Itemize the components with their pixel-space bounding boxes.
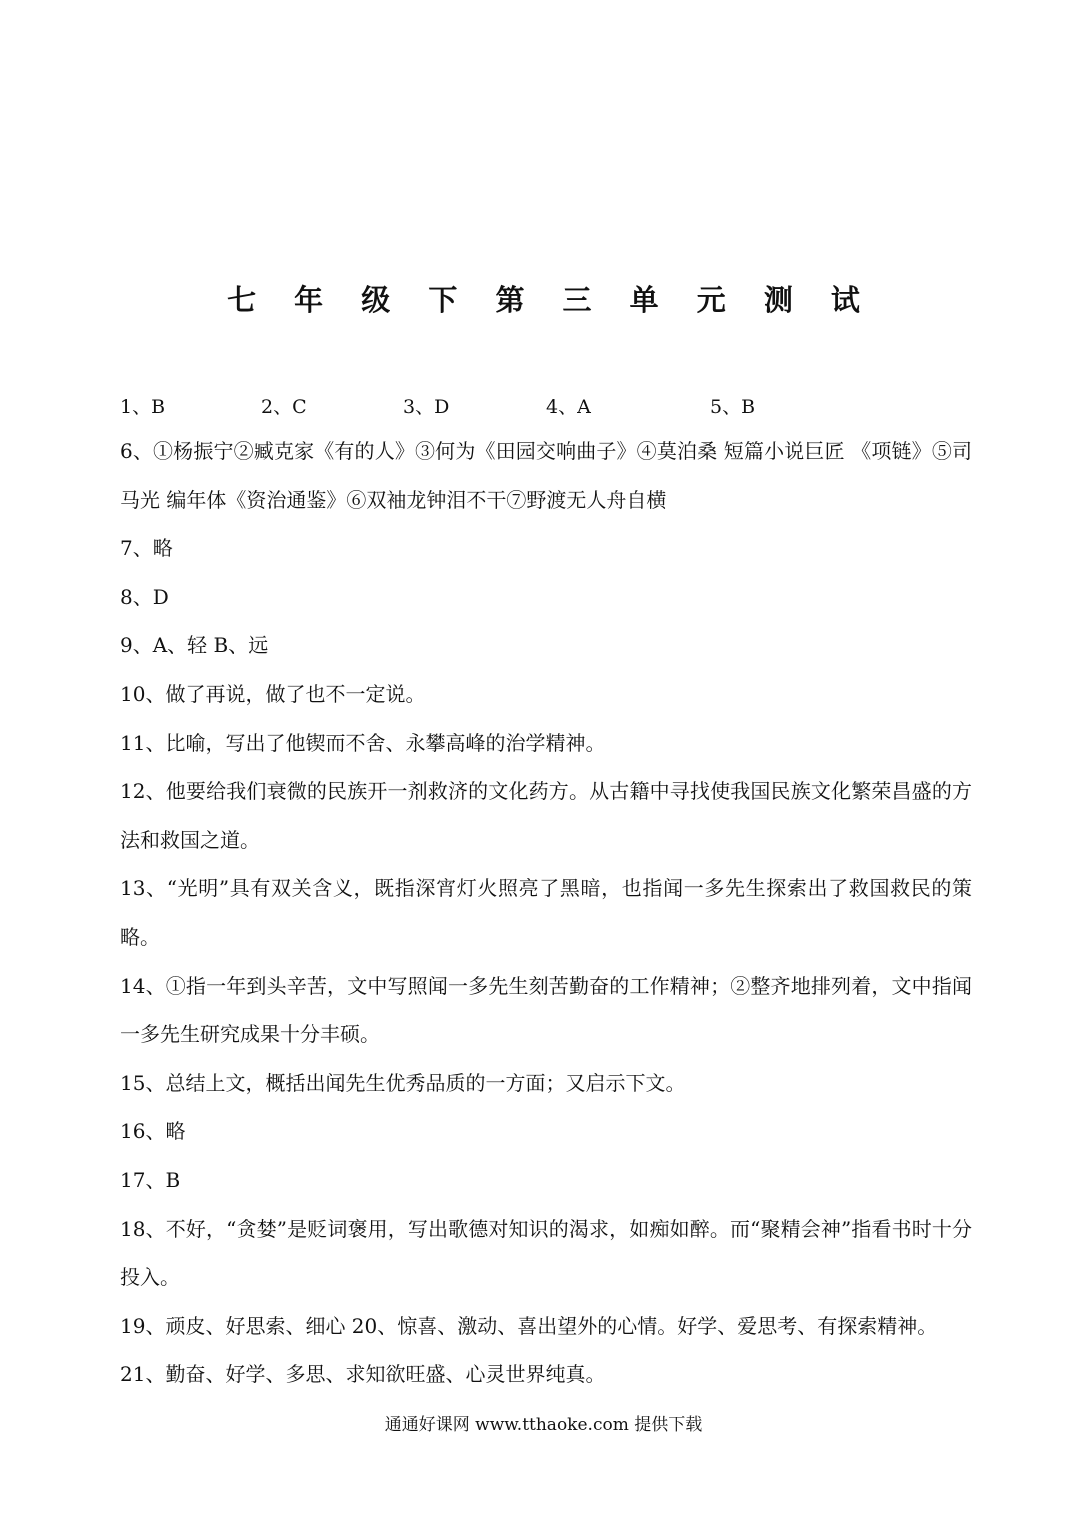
answer-list [120,427,972,1399]
answer-12: 12、他要给我们衰微的民族开一剂救济的文化药方。从古籍中寻找使我国民族文化繁荣昌盛的方法和救国之道。 [120,779,972,852]
answer-8: 8、D [120,584,169,609]
answer-21: 21、勤奋、好学、多思、求知欲旺盛、心灵世界纯真。 [120,1362,606,1387]
page-title: 七 年 级 下 第 三 单 元 测 试 [227,283,874,317]
answer-16: 16、略 [120,1119,186,1144]
answer-7: 7、略 [120,536,173,561]
mc-answer-3: 3、D [403,396,450,418]
mc-answer-1: 1、B [120,396,166,418]
page-footer: 通通好课网 www.tthaoke.com 提供下载 [384,1415,703,1435]
answer-13: 13、“光明”具有双关含义，既指深宵灯火照亮了黑暗，也指闻一多先生探索出了救国救民的策略。 [120,876,972,949]
answer-10: 10、做了再说，做了也不一定说。 [120,681,426,706]
answer-19-20: 19、顽皮、好思索、细心 20、惊喜、激动、喜出望外的心情。好学、爱思考、有探索精神。 [120,1313,938,1338]
answer-9: 9、A、轻 B、远 [120,633,269,658]
answer-17: 17、B [120,1167,181,1192]
mc-answer-4: 4、A [546,396,591,418]
mc-answer-5: 5、B [710,396,756,418]
mc-answer-2: 2、C [261,396,307,418]
answer-11: 11、比喻，写出了他锲而不舍、永攀高峰的治学精神。 [120,730,606,755]
answer-15: 15、总结上文，概括出闻先生优秀品质的一方面；又启示下文。 [120,1070,686,1095]
answer-14: 14、①指一年到头辛苦，文中写照闻一多先生刻苦勤奋的工作精神；②整齐地排列着，文中指闻一多先生研究成果十分丰硕。 [120,973,972,1047]
answer-6: 6、①杨振宁②臧克家《有的人》③何为《田园交响曲子》④莫泊桑 短篇小说巨匠 《项链》⑤司马光 编年体《资治通鉴》⑥双袖龙钟泪不干⑦野渡无人舟自横 [120,439,972,512]
answer-18: 18、不好，“贪婪”是贬词褒用，写出歌德对知识的渴求，如痴如醉。而“聚精会神”指看书时十分投入。 [120,1216,972,1290]
